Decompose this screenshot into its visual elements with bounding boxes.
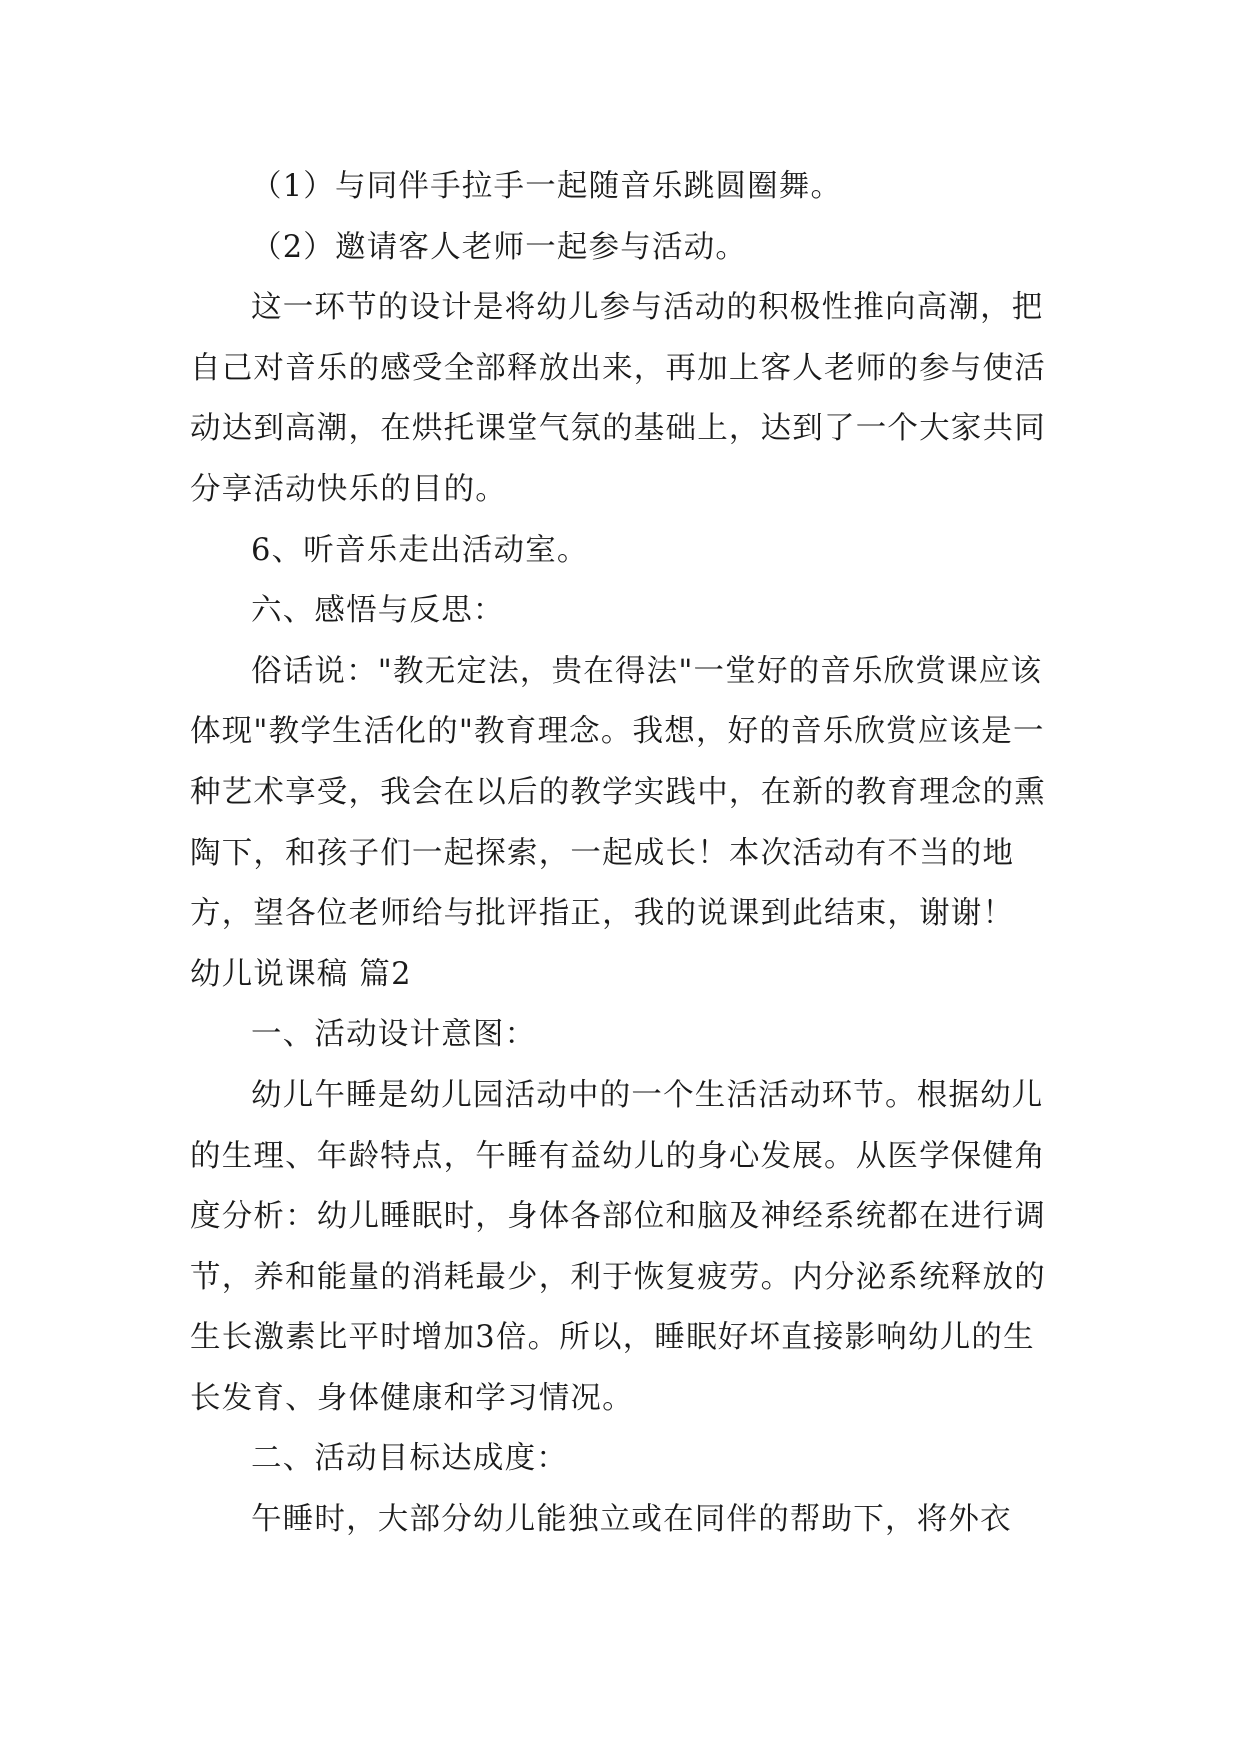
paragraph-reflection: 俗话说："教无定法，贵在得法"一堂好的音乐欣赏课应该体现"教学生活化的"教育理念。我想，好的音乐欣赏应该是一种艺术享受，我会在以后的教学实践中，在新的教育理念的熏陶下，和孩子们一起探索，一起成长！本次活动有不当的地方，望各位老师给与批评指正，我的说课到此结束，谢谢！ [190,653,1046,932]
paragraph-step-6: 6、听音乐走出活动室。 [251,532,589,568]
document-heading-part-2: 幼儿说课稿 篇2 [190,956,412,992]
section-heading-design-intent: 一、活动设计意图： [251,1017,537,1053]
paragraph-goal-achievement: 午睡时，大部分幼儿能独立或在同伴的帮助下，将外衣 [251,1502,1012,1538]
paragraph-design-explanation: 这一环节的设计是将幼儿参与活动的积极性推向高潮，把自己对音乐的感受全部释放出来，再加上客人老师的参与使活动达到高潮，在烘托课堂气氛的基础上，达到了一个大家共同分享活动快乐的目的。 [190,290,1046,507]
paragraph-design-intent: 幼儿午睡是幼儿园活动中的一个生活活动环节。根据幼儿的生理、年龄特点，午睡有益幼儿的身心发展。从医学保健角度分析：幼儿睡眠时，身体各部位和脑及神经系统都在进行调节，养和能量的消耗最少，利于恢复疲劳。内分泌系统释放的生长激素比平时增加3倍。所以，睡眠好坏直接影响幼儿的生长发育、身体健康和学习情况。 [190,1077,1046,1416]
section-heading-goal-achievement: 二、活动目标达成度： [251,1441,568,1477]
document-body [190,157,1050,1551]
paragraph-dance-step: （1）与同伴手拉手一起随音乐跳圆圈舞。 [251,169,843,204]
section-heading-reflection: 六、感悟与反思： [251,593,505,629]
paragraph-invite-guests: （2）邀请客人老师一起参与活动。 [251,229,748,265]
